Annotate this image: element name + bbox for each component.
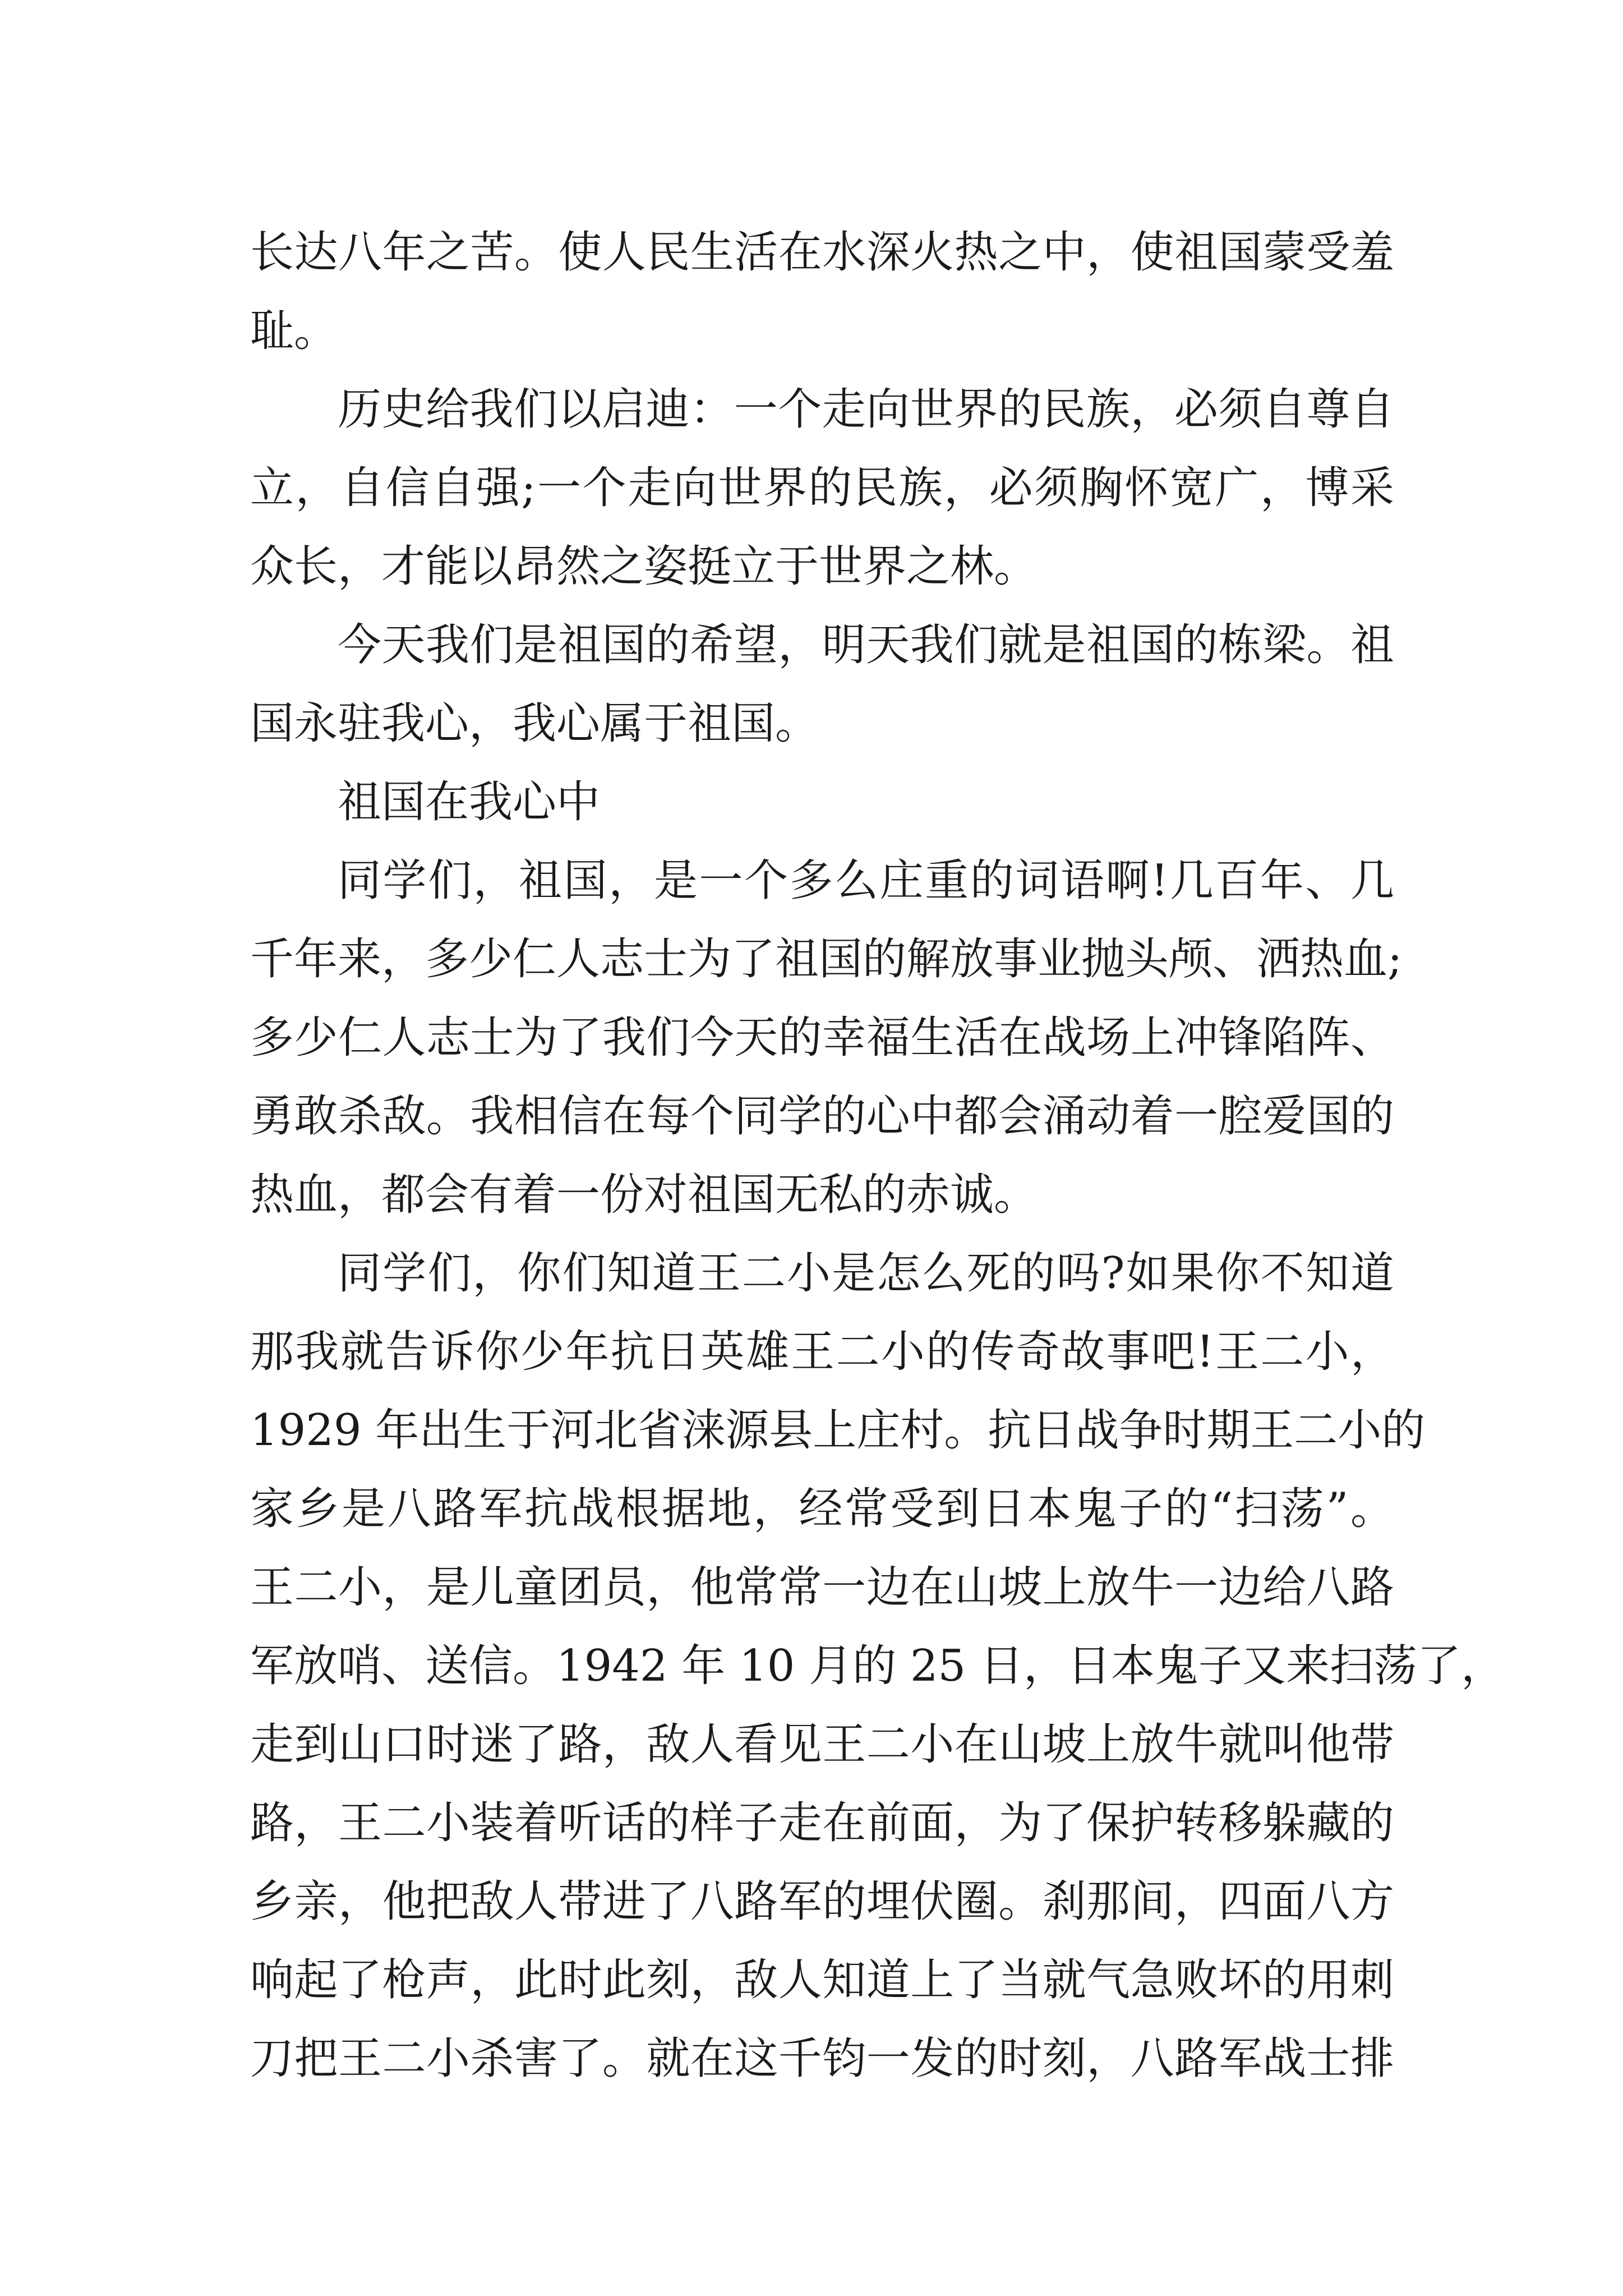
text-line: 历史给我们以启迪：一个走向世界的民族，必须自尊自 bbox=[338, 384, 1394, 435]
text-line: 走到山口时迷了路，敌人看见王二小在山坡上放牛就叫他带 bbox=[250, 1719, 1394, 1770]
text-line: 路，王二小装着听话的样子走在前面，为了保护转移躲藏的 bbox=[250, 1798, 1394, 1848]
text-line: 1929 年出生于河北省涞源县上庄村。抗日战争时期王二小的 bbox=[250, 1405, 1426, 1456]
text-line: 千年来，多少仁人志士为了祖国的解放事业抛头颅、洒热血; bbox=[250, 934, 1403, 984]
text-line: 家乡是八路军抗战根据地，经常受到日本鬼子的“扫荡”。 bbox=[250, 1484, 1394, 1534]
text-line: 同学们，祖国，是一个多么庄重的词语啊!几百年、几 bbox=[338, 855, 1394, 906]
text-line: 立，自信自强;一个走向世界的民族，必须胸怀宽广，博采 bbox=[250, 463, 1394, 513]
text-line: 长达八年之苦。使人民生活在水深火热之中，使祖国蒙受羞 bbox=[250, 227, 1394, 278]
text-line: 刀把王二小杀害了。就在这千钧一发的时刻，八路军战士排 bbox=[250, 2033, 1394, 2084]
text-line: 王二小，是儿童团员，他常常一边在山坡上放牛一边给八路 bbox=[250, 1562, 1394, 1613]
text-line: 多少仁人志士为了我们今天的幸福生活在战场上冲锋陷阵、 bbox=[250, 1013, 1394, 1063]
text-line: 热血，都会有着一份对祖国无私的赤诚。 bbox=[250, 1170, 1038, 1220]
text-line: 乡亲，他把敌人带进了八路军的埋伏圈。刹那间，四面八方 bbox=[250, 1876, 1394, 1927]
text-line: 国永驻我心，我心属于祖国。 bbox=[250, 698, 819, 749]
text-line: 众长，才能以昂然之姿挺立于世界之林。 bbox=[250, 541, 1038, 592]
text-line: 那我就告诉你少年抗日英雄王二小的传奇故事吧!王二小， bbox=[250, 1327, 1394, 1377]
text-line: 勇敢杀敌。我相信在每个同学的心中都会涌动着一腔爱国的 bbox=[250, 1091, 1394, 1142]
text-line: 今天我们是祖国的希望，明天我们就是祖国的栋梁。祖 bbox=[338, 620, 1394, 670]
text-line: 耻。 bbox=[250, 306, 338, 356]
text-line: 同学们，你们知道王二小是怎么死的吗?如果你不知道 bbox=[338, 1248, 1394, 1299]
text-line: 军放哨、送信。1942 年 10 月的 25 日，日本鬼子又来扫荡了， bbox=[250, 1641, 1505, 1691]
section-heading: 祖国在我心中 bbox=[338, 777, 601, 827]
body-text bbox=[250, 213, 1505, 2098]
text-line: 响起了枪声，此时此刻，敌人知道上了当就气急败坏的用刺 bbox=[250, 1955, 1394, 2005]
